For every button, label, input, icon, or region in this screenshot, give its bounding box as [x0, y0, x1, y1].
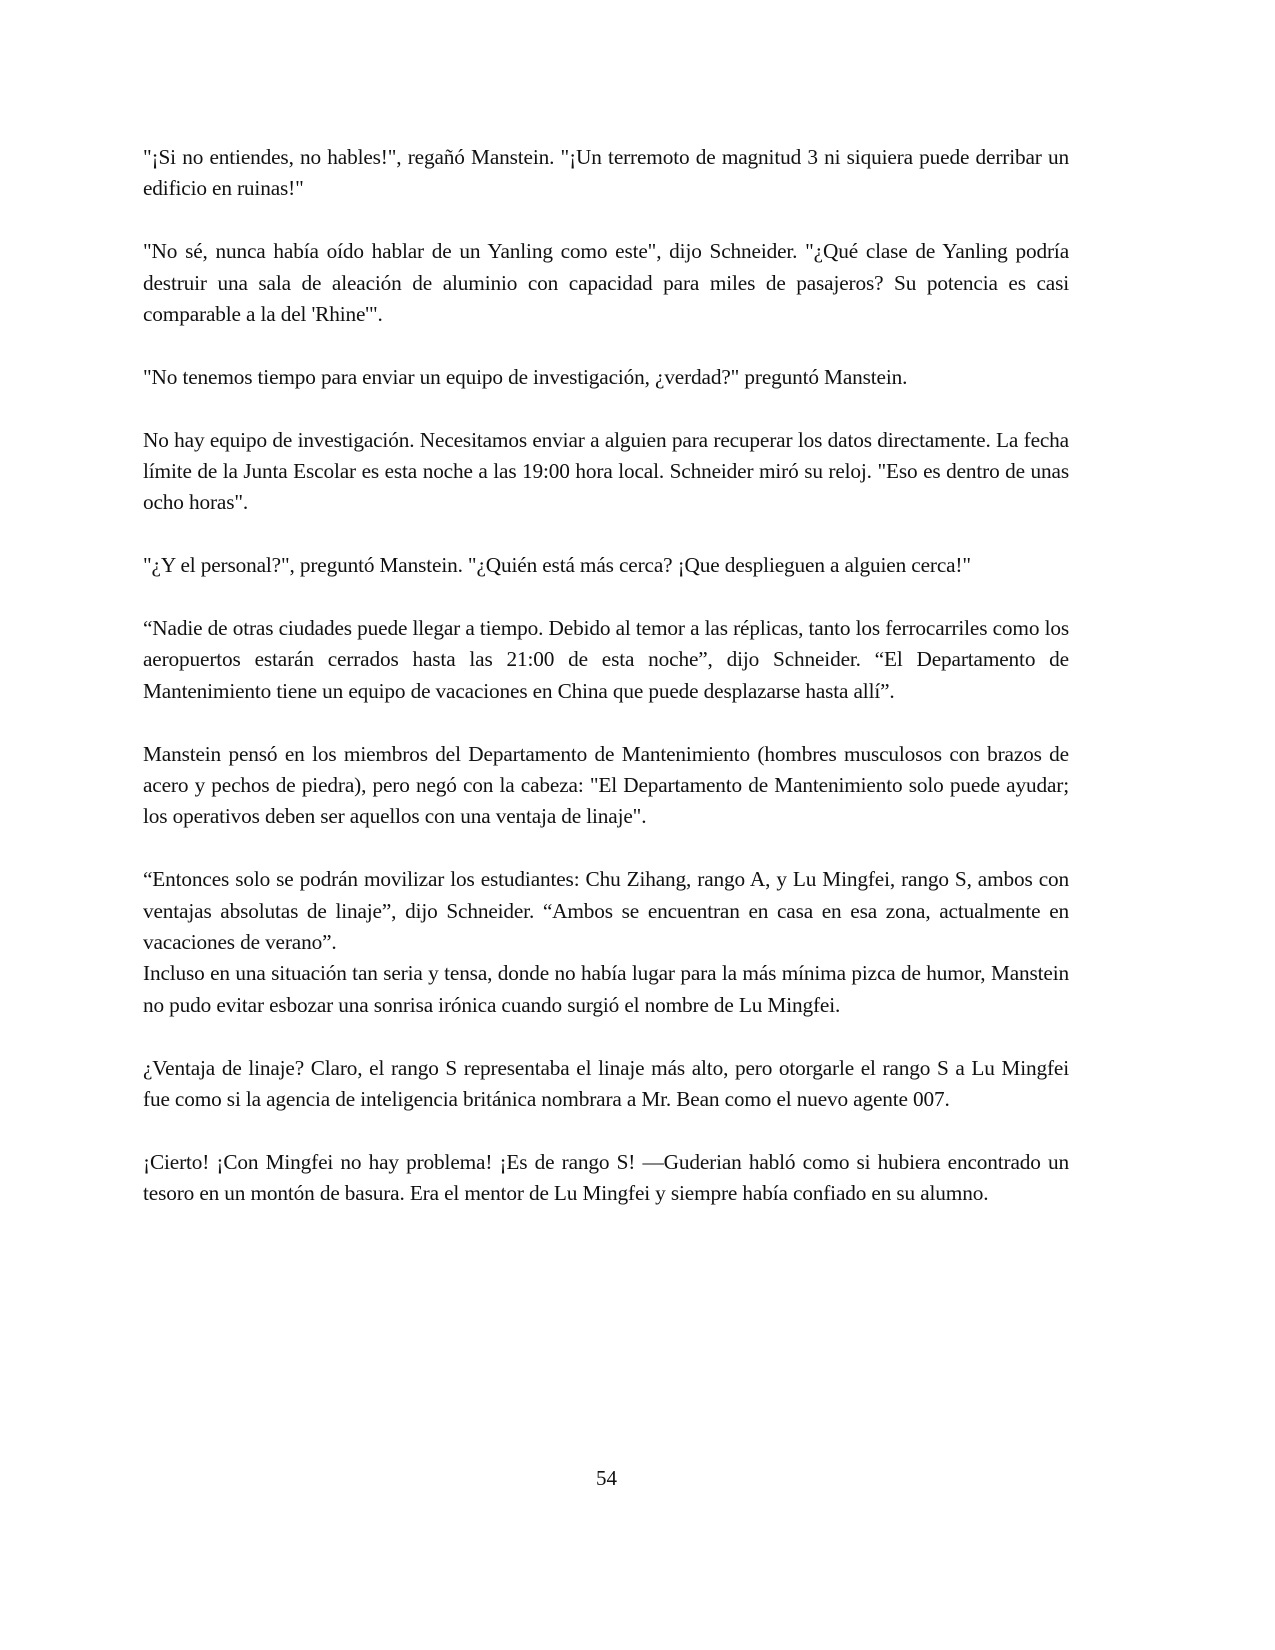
page-number: 54: [596, 1466, 617, 1490]
paragraph-3: "No tenemos tiempo para enviar un equipo de investigación, ¿verdad?" preguntó Manstein.: [143, 364, 908, 389]
paragraph-2: "No sé, nunca había oído hablar de un Yanling como este", dijo Schneider. "¿Qué clase de Yanling podría destruir una sala de aleación de aluminio con capacidad para miles de pasajeros? Su potencia es casi comparable a la del 'Rhine'".: [143, 239, 1069, 327]
paragraph-7: Manstein pensó en los miembros del Departamento de Mantenimiento (hombres musculosos con brazos de acero y pechos de piedra), pero negó con la cabeza: "El Departamento de Mantenimiento solo puede ayudar; los operativos deben ser aquellos con una ventaja de linaje".: [143, 741, 1069, 829]
paragraph-11: ¡Cierto! ¡Con Mingfei no hay problema! ¡Es de rango S! —Guderian habló como si hubiera encontrado un tesoro en un montón de basura. Era el mentor de Lu Mingfei y siempre había confiado en su alumno.: [143, 1149, 1069, 1206]
paragraph-4: No hay equipo de investigación. Necesitamos enviar a alguien para recuperar los datos directamente. La fecha límite de la Junta Escolar es esta noche a las 19:00 hora local. Schneider miró su reloj. "Eso es dentro de unas ocho horas".: [143, 427, 1069, 515]
body-text: [143, 142, 1069, 1210]
paragraph-6: “Nadie de otras ciudades puede llegar a tiempo. Debido al temor a las réplicas, tanto los ferrocarriles como los aeropuertos estarán cerrados hasta las 21:00 de esta noche”, dijo Schneider. “El Departamento de Mantenimiento tiene un equipo de vacaciones en China que puede desplazarse hasta allí”.: [143, 616, 1069, 703]
paragraph-10: ¿Ventaja de linaje? Claro, el rango S representaba el linaje más alto, pero otorgarle el rango S a Lu Mingfei fue como si la agencia de inteligencia británica nombrara a Mr. Bean como el nuevo agente 007.: [143, 1055, 1069, 1112]
paragraph-5: "¿Y el personal?", preguntó Manstein. "¿Quién está más cerca? ¡Que desplieguen a alguien cerca!": [143, 553, 971, 578]
paragraph-1: "¡Si no entiendes, no hables!", regañó Manstein. "¡Un terremoto de magnitud 3 ni siquiera puede derribar un edificio en ruinas!": [143, 145, 1069, 201]
paragraph-8: “Entonces solo se podrán movilizar los estudiantes: Chu Zihang, rango A, y Lu Mingfei, rango S, ambos con ventajas absolutas de linaje”, dijo Schneider. “Ambos se encuentran en casa en esa zona, actualmente en vacaciones de verano”.: [143, 867, 1069, 955]
paragraph-9: Incluso en una situación tan seria y tensa, donde no había lugar para la más mínima pizca de humor, Manstein no pudo evitar esbozar una sonrisa irónica cuando surgió el nombre de Lu Mingfei.: [143, 961, 1069, 1017]
